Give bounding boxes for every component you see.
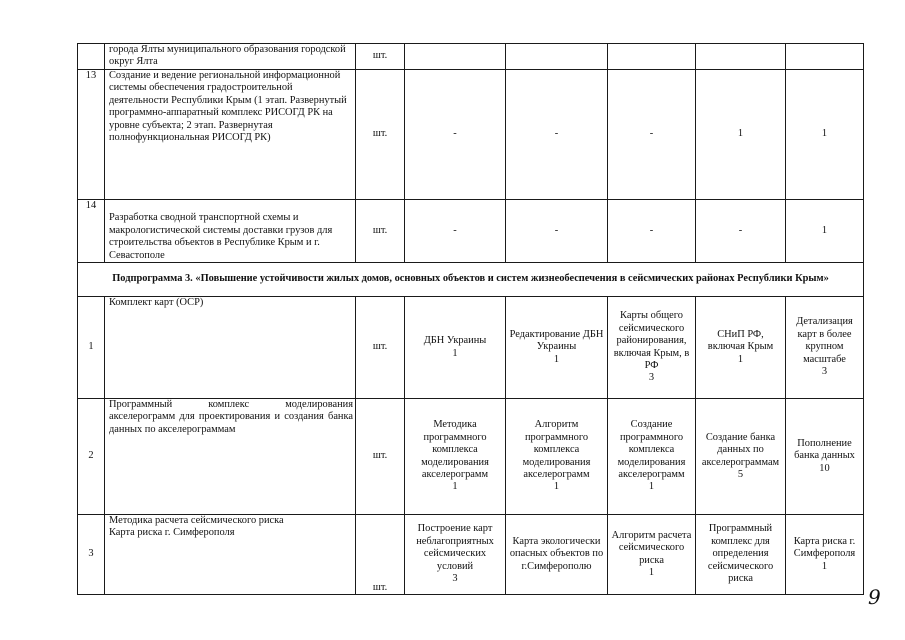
cell-stage-3: - <box>608 200 696 263</box>
row-description: Создание и ведение региональной информационной системы обеспечения градостроительной деятельности Республики Крым (1 этап. Развернутый программно-аппаратный комплекс РИСОГД РК на уровне субъекта; 2 этап. Развернутая полнофункциональная РИСОГД РК) <box>105 70 356 200</box>
cell-stage-2: Редактирование ДБН Украины 1 <box>506 297 608 399</box>
cell-stage-1: - <box>405 200 506 263</box>
cell-stage-4: Программный комплекс для определения сейсмического риска <box>696 515 786 595</box>
cell-stage-5: Карта риска г. Симферополя 1 <box>786 515 864 595</box>
row-unit: шт. <box>356 200 405 263</box>
table-row <box>78 70 864 200</box>
row-number <box>78 44 105 70</box>
cell-stage-2 <box>506 44 608 70</box>
row-description: города Ялты муниципального образования городской округ Ялта <box>105 44 356 70</box>
cell-stage-2: Алгоритм программного комплекса моделирования акселерограмм 1 <box>506 399 608 515</box>
table-row <box>78 399 864 515</box>
cell-stage-2: - <box>506 70 608 200</box>
cell-stage-4 <box>696 44 786 70</box>
cell-stage-4: Создание банка данных по акселерограммам 5 <box>696 399 786 515</box>
row-description: Методика расчета сейсмического риска Карта риска г. Симферополя <box>105 515 356 595</box>
row-number: 3 <box>78 515 105 595</box>
page-number: 9 <box>868 585 881 609</box>
cell-stage-1: Методика программного комплекса моделирования акселерограмм 1 <box>405 399 506 515</box>
cell-stage-1 <box>405 44 506 70</box>
table-row <box>78 200 864 263</box>
cell-stage-4: СНиП РФ, включая Крым 1 <box>696 297 786 399</box>
cell-stage-5: 1 <box>786 70 864 200</box>
cell-stage-1: - <box>405 70 506 200</box>
cell-stage-5: 1 <box>786 200 864 263</box>
cell-stage-1: Построение карт неблагоприятных сейсмических условий 3 <box>405 515 506 595</box>
cell-stage-1: ДБН Украины 1 <box>405 297 506 399</box>
cell-stage-5 <box>786 44 864 70</box>
row-unit: шт. <box>356 70 405 200</box>
row-number: 14 <box>78 200 105 263</box>
row-description: Разработка сводной транспортной схемы и макрологистической системы доставки грузов для строительства объектов в Республике Крым и г. Севастополе <box>105 200 356 263</box>
program-indicators-table <box>77 43 864 595</box>
cell-stage-2: Карта экологически опасных объектов по г.Симферополю <box>506 515 608 595</box>
cell-stage-4: - <box>696 200 786 263</box>
section-row <box>78 263 864 297</box>
cell-stage-3: Создание программного комплекса моделирования акселерограмм 1 <box>608 399 696 515</box>
table-row <box>78 297 864 399</box>
row-unit: шт. <box>356 44 405 70</box>
cell-stage-3 <box>608 44 696 70</box>
row-unit: шт. <box>356 297 405 399</box>
section-title: Подпрограмма 3. «Повышение устойчивости жилых домов, основных объектов и систем жизнеобеспечения в сейсмических районах Республики Крым» <box>78 263 864 297</box>
row-number: 1 <box>78 297 105 399</box>
cell-stage-5: Пополнение банка данных 10 <box>786 399 864 515</box>
cell-stage-5: Детализация карт в более крупном масштабе 3 <box>786 297 864 399</box>
row-number: 2 <box>78 399 105 515</box>
row-description: Комплект карт (ОСР) <box>105 297 356 399</box>
cell-stage-3: - <box>608 70 696 200</box>
row-description: Программный комплекс моделирования акселерограмм для проектирования и создания банка данных по акселерограммам <box>105 399 356 515</box>
row-number: 13 <box>78 70 105 200</box>
row-unit: шт. <box>356 399 405 515</box>
row-unit: шт. <box>356 515 405 595</box>
cell-stage-4: 1 <box>696 70 786 200</box>
cell-stage-3: Карты общего сейсмического районирования, включая Крым, в РФ 3 <box>608 297 696 399</box>
table-row <box>78 44 864 70</box>
cell-stage-3: Алгоритм расчета сейсмического риска 1 <box>608 515 696 595</box>
cell-stage-2: - <box>506 200 608 263</box>
table-row <box>78 515 864 595</box>
